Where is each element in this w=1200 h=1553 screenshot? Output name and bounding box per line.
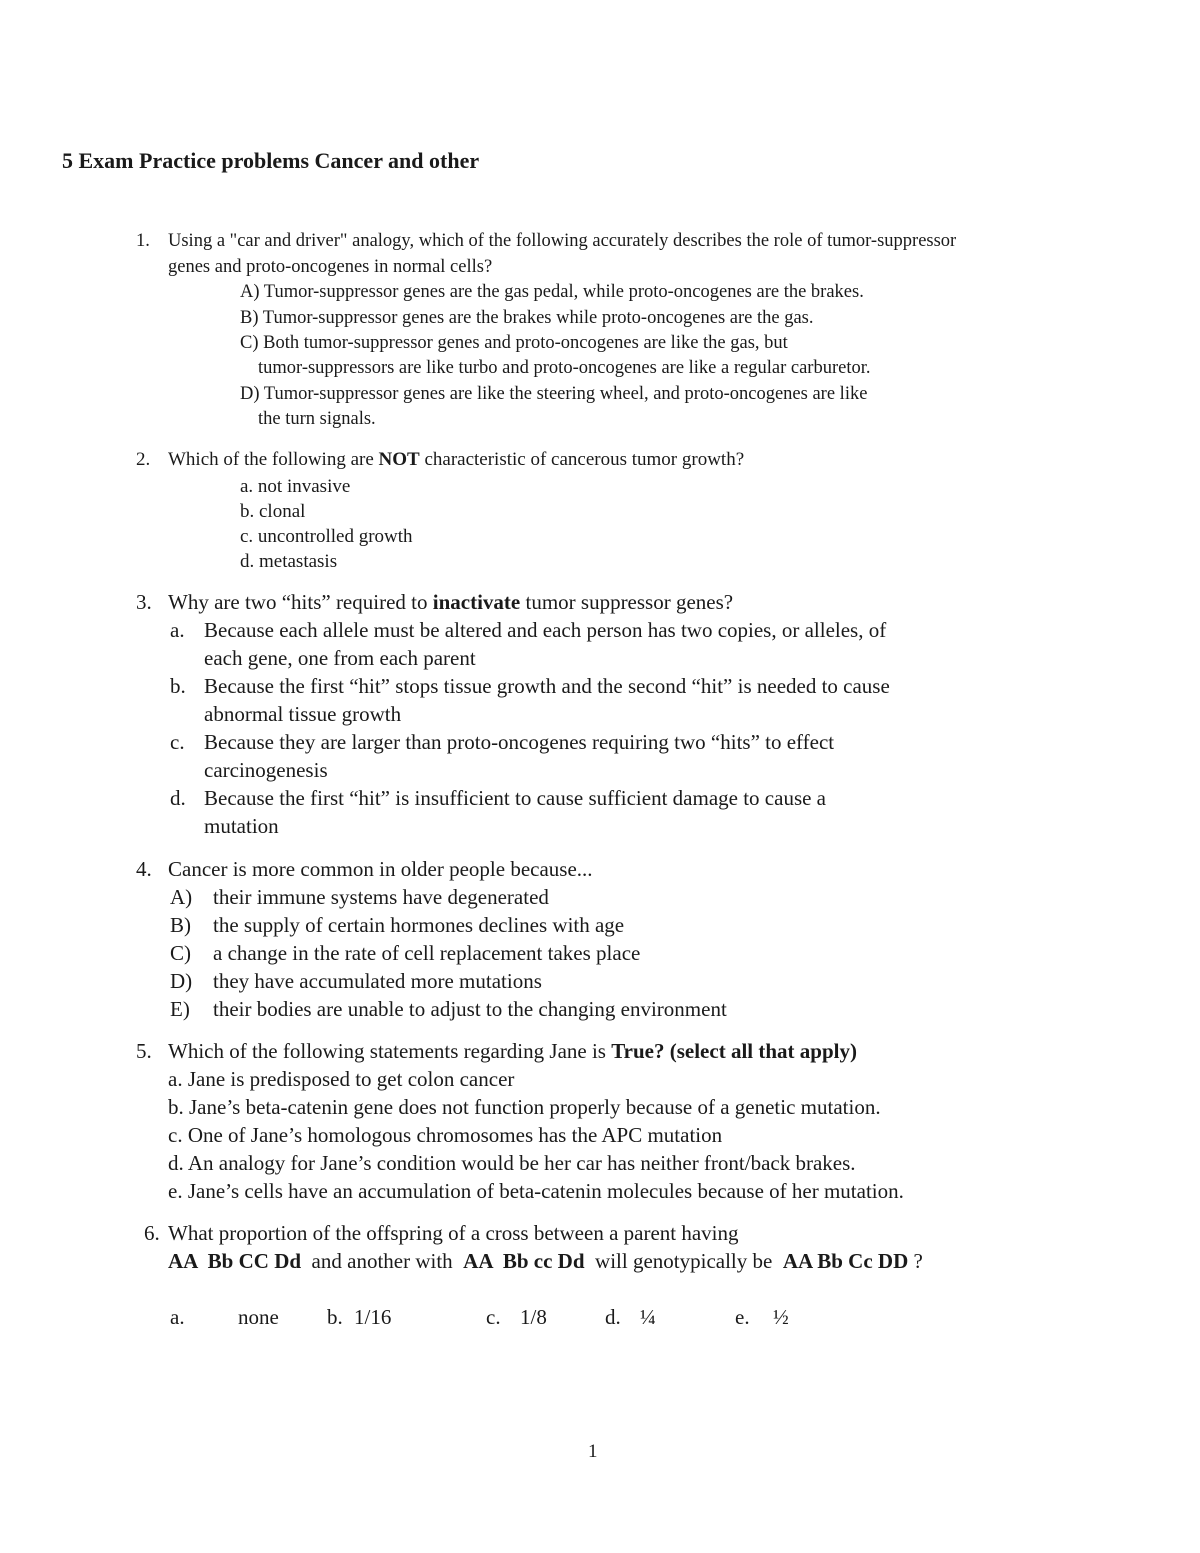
answer-option: B) Tumor-suppressor genes are the brakes while proto-oncogenes are the gas. (240, 308, 814, 328)
stem-text: Which of the following statements regarding Jane is (168, 1039, 612, 1063)
answer-option: their immune systems have degenerated (213, 885, 549, 909)
stem-text: ? (908, 1249, 923, 1273)
question-number: 2. (136, 449, 151, 470)
answer-option: a. Jane is predisposed to get colon cancer (168, 1067, 515, 1091)
answer-option: A) Tumor-suppressor genes are the gas pedal, while proto-oncogenes are the brakes. (240, 282, 864, 302)
answer-option: ¼ (640, 1305, 656, 1329)
answer-option: a. not invasive (240, 476, 351, 497)
answer-option: b. Jane’s beta-catenin gene does not function properly because of a genetic mutation. (168, 1095, 881, 1119)
answer-option: 1/8 (520, 1305, 547, 1329)
answer-option: a change in the rate of cell replacement takes place (213, 941, 641, 965)
option-label: a. (170, 618, 185, 642)
answer-option: ½ (773, 1305, 789, 1329)
stem-text: tumor suppressor genes? (520, 590, 734, 614)
option-label: e. (735, 1305, 750, 1329)
stem-emphasis: inactivate (432, 590, 521, 614)
answer-option: e. Jane’s cells have an accumulation of beta-catenin molecules because of her mutation. (168, 1179, 904, 1203)
option-label: d. (170, 786, 186, 810)
answer-option: C) Both tumor-suppressor genes and proto-oncogenes are like the gas, but (240, 333, 788, 353)
question-stem: genes and proto-oncogenes in normal cells? (168, 257, 493, 277)
option-label: c. (170, 730, 185, 754)
option-label: b. (327, 1305, 343, 1329)
page-number: 1 (588, 1441, 598, 1462)
answer-option: they have accumulated more mutations (213, 969, 542, 993)
option-label: D) (170, 969, 193, 993)
option-label: c. (486, 1305, 501, 1329)
answer-option: none (238, 1305, 279, 1329)
genotype-target: AA Bb Cc DD (782, 1249, 909, 1273)
stem-text: Which of the following are (168, 449, 379, 470)
answer-option: Because they are larger than proto-oncogenes requiring two “hits” to effect (204, 730, 835, 754)
answer-option: each gene, one from each parent (204, 646, 476, 670)
option-label: B) (170, 913, 191, 937)
question-stem: Cancer is more common in older people because... (168, 857, 593, 881)
question-number: 3. (136, 590, 152, 614)
question-stem (168, 1249, 923, 1274)
answer-option: Because the first “hit” is insufficient to cause sufficient damage to cause a (204, 786, 827, 810)
question-stem (168, 1039, 857, 1064)
option-label: a. (170, 1305, 185, 1329)
answer-option: D) Tumor-suppressor genes are like the steering wheel, and proto-oncogenes are like (240, 384, 868, 404)
answer-option: their bodies are unable to adjust to the changing environment (213, 997, 727, 1021)
answer-option: b. clonal (240, 501, 306, 522)
genotype-parent-1: AA Bb CC Dd (168, 1249, 302, 1273)
answer-option: mutation (204, 814, 279, 838)
answer-option: d. An analogy for Jane’s condition would be her car has neither front/back brakes. (168, 1151, 856, 1175)
answer-option: c. One of Jane’s homologous chromosomes has the APC mutation (168, 1123, 723, 1147)
answer-option: tumor-suppressors are like turbo and proto-oncogenes are like a regular carburetor. (258, 358, 871, 378)
option-label: A) (170, 885, 193, 909)
stem-emphasis: NOT (378, 449, 420, 470)
stem-text: characteristic of cancerous tumor growth? (419, 449, 745, 470)
answer-option: Because each allele must be altered and each person has two copies, or alleles, of (204, 618, 887, 642)
question-stem: What proportion of the offspring of a cross between a parent having (168, 1221, 739, 1245)
answer-option: abnormal tissue growth (204, 702, 402, 726)
question-stem: Using a "car and driver" analogy, which of the following accurately describes the role of tumor-suppressor (168, 231, 957, 251)
option-label: d. (605, 1305, 621, 1329)
answer-option: Because the first “hit” stops tissue growth and the second “hit” is needed to cause (204, 674, 890, 698)
answer-option: c. uncontrolled growth (240, 526, 413, 547)
genotype-parent-2: AA Bb cc Dd (463, 1249, 585, 1273)
answer-option: 1/16 (354, 1305, 392, 1329)
answer-option: the turn signals. (258, 409, 376, 429)
question-number: 4. (136, 857, 152, 881)
question-number: 5. (136, 1039, 152, 1063)
stem-text: Why are two “hits” required to (168, 590, 433, 614)
stem-text: will genotypically be (584, 1249, 783, 1273)
question-number: 1. (136, 231, 150, 251)
option-label: b. (170, 674, 186, 698)
answer-option: the supply of certain hormones declines with age (213, 913, 625, 937)
page-title: 5 Exam Practice problems Cancer and other (62, 148, 480, 173)
question-stem (168, 449, 744, 471)
stem-emphasis: True? (select all that apply) (611, 1039, 857, 1063)
answer-option: carcinogenesis (204, 758, 328, 782)
answer-option: d. metastasis (240, 551, 338, 572)
stem-text: and another with (301, 1249, 464, 1273)
option-label: E) (170, 997, 190, 1021)
question-number: 6. (144, 1221, 160, 1245)
question-stem (168, 590, 733, 615)
option-label: C) (170, 941, 191, 965)
